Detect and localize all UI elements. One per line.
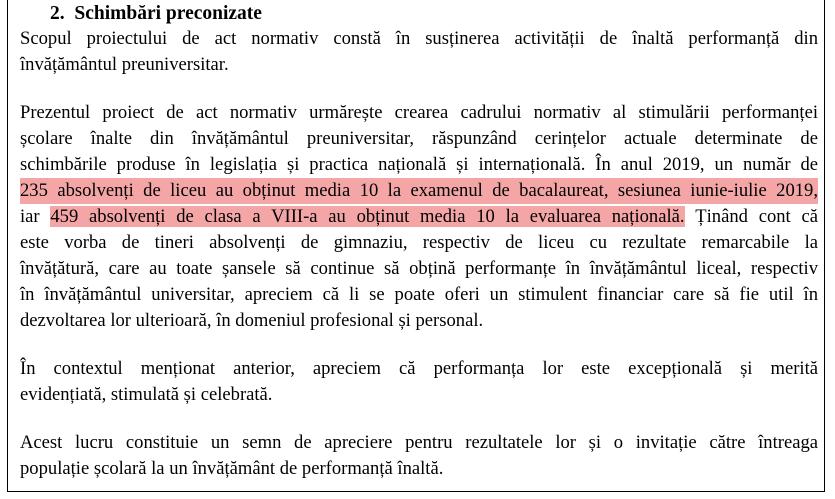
mixed-line-prefix: iar [20,206,51,227]
paragraph-line: învățământul preuniversitar. [20,54,229,75]
paragraph-scope [20,26,818,78]
highlighted-line-bac: 235 absolvenți de liceu au obținut media 10 la examenul de bacalaureat, sesiunea iunie-iulie 2019, [20,178,818,204]
paragraph-line: Acest lucru constituie un semn de apreciere pentru rezultatele lor și o invitație către întreaga [20,432,818,453]
paragraph-line: învățătură, care au toate șansele să continue să obțină performanțe în învățământul liceal, respectiv [20,258,818,279]
paragraph-appreciation [20,430,818,482]
mixed-line-suffix: Ținând cont că [684,206,818,227]
section-title: Schimbări preconizate [74,3,262,24]
paragraph-line: Scopul proiectului de act normativ constă în susținerea activității de înaltă performanță din [20,28,818,49]
mixed-line [20,204,818,230]
paragraph-performance [20,356,818,408]
paragraph-line: dezvoltarea lor ulterioară, în domeniul profesional și personal. [20,310,484,331]
paragraph-line: populație școlară la un învățământ de performanță înaltă. [20,458,444,479]
paragraph-context [20,100,818,334]
paragraph-line: Prezentul proiect de act normativ urmărește crearea cadrului normativ al stimulării performanței [20,102,818,123]
section-number: 2. [50,3,65,24]
paragraph-line: schimbările produse în legislația și practica națională și internațională. În anul 2019, un număr de [20,154,818,175]
paragraph-line: în învățământul universitar, apreciem că li se poate oferi un stimulent financiar care să fie util în [20,284,818,305]
paragraph-line: evidențiată, stimulată și celebrată. [20,384,273,405]
paragraph-line: școlare înalte din învățământul preuniversitar, răspunzând cerințelor actuale determinate de [20,128,818,149]
document-content [20,2,818,482]
paragraph-line: este vorba de tineri absolvenți de gimnaziu, respectiv de liceu cu rezultate remarcabile la [20,232,818,253]
section-heading [50,2,818,26]
highlighted-text-evaluation: 459 absolvenți de clasa a VIII-a au obținut media 10 la evaluarea națională. [50,206,685,227]
paragraph-line: În contextul menționat anterior, apreciem că performanța lor este excepțională și merită [20,358,818,379]
